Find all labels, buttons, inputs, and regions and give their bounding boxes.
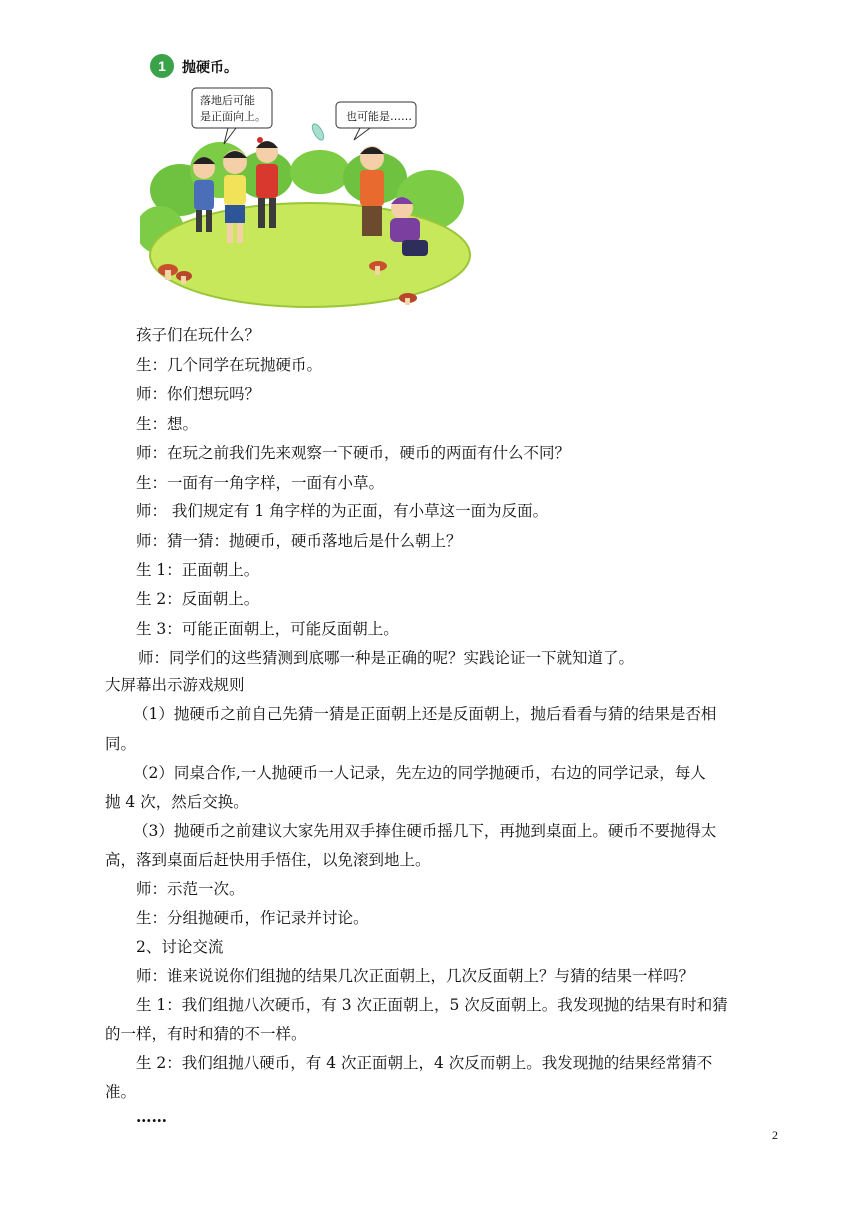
section-heading: 2、讨论交流	[136, 938, 224, 956]
text-line: 的一样，有时和猜的不一样。	[105, 1025, 307, 1043]
coin-toss-illustration	[140, 40, 480, 308]
text-line: 生 1：正面朝上。	[136, 561, 260, 579]
text-line: 师：示范一次。	[136, 880, 245, 898]
ellipsis: ……	[136, 1107, 167, 1126]
text-line: 孩子们在玩什么？	[136, 326, 261, 344]
text-line: （3）抛硬币之前建议大家先用双手捧住硬币摇几下，再抛到桌面上。硬币不要抛得太	[133, 822, 717, 840]
text-line: 准。	[105, 1083, 137, 1101]
text-line: 抛 4 次，然后交换。	[105, 793, 249, 811]
illustration-title: 抛硬币。	[182, 60, 238, 76]
text-line: 同。	[105, 735, 137, 753]
coin	[310, 122, 326, 142]
text-line: （2）同桌合作,一人抛硬币一人记录，先左边的同学抛硬币，右边的同学记录，每人	[133, 764, 706, 782]
text-line: 师：你们想玩吗？	[136, 385, 261, 403]
speech-bubble-left-text: 落地后可能	[200, 94, 255, 107]
text-line: 生 2：我们组抛八硬币，有 4 次正面朝上，4 次反而朝上。我发现抛的结果经常猜不	[136, 1054, 713, 1072]
page-number: 2	[772, 1128, 778, 1142]
text-line: 高，落到桌面后赶快用手悟住，以免滚到地上。	[105, 851, 431, 869]
child-4	[360, 146, 384, 236]
speech-bubble-right-text: 也可能是……	[346, 110, 412, 123]
text-line: 生：想。	[136, 415, 199, 433]
text-line: 生 2：反面朝上。	[136, 590, 260, 608]
text-line: 生 3：可能正面朝上，可能反面朝上。	[136, 620, 399, 638]
speech-bubble-left-text: 是正面向上。	[200, 110, 266, 123]
text-line: 师：在玩之前我们先来观察一下硬币，硬币的两面有什么不同？	[136, 444, 571, 462]
step-number: 1	[158, 58, 166, 74]
text-line: 生：分组抛硬币，作记录并讨论。	[136, 909, 369, 927]
text-line: （1）抛硬币之前自己先猜一猜是正面朝上还是反面朝上，抛后看看与猜的结果是否相	[133, 705, 717, 723]
text-line: 师： 我们规定有 1 角字样的为正面，有小草这一面为反面。	[136, 502, 549, 520]
text-line: 师：同学们的这些猜测到底哪一种是正确的呢？实践论证一下就知道了。	[138, 649, 635, 667]
text-line: 生：一面有一角字样，一面有小草。	[136, 474, 385, 492]
text-line: 生：几个同学在玩抛硬币。	[136, 356, 323, 374]
speech-bubble-right	[336, 102, 416, 140]
text-line: 师：谁来说说你们组抛的结果几次正面朝上，几次反面朝上？与猜的结果一样吗？	[136, 967, 695, 985]
speech-bubble-left	[192, 88, 272, 144]
text-line: 师：猜一猜：抛硬币，硬币落地后是什么朝上？	[136, 532, 462, 550]
text-line: 生 1：我们组抛八次硬币，有 3 次正面朝上，5 次反面朝上。我发现抛的结果有时和猜	[136, 996, 728, 1014]
section-heading: 大屏幕出示游戏规则	[105, 676, 245, 694]
